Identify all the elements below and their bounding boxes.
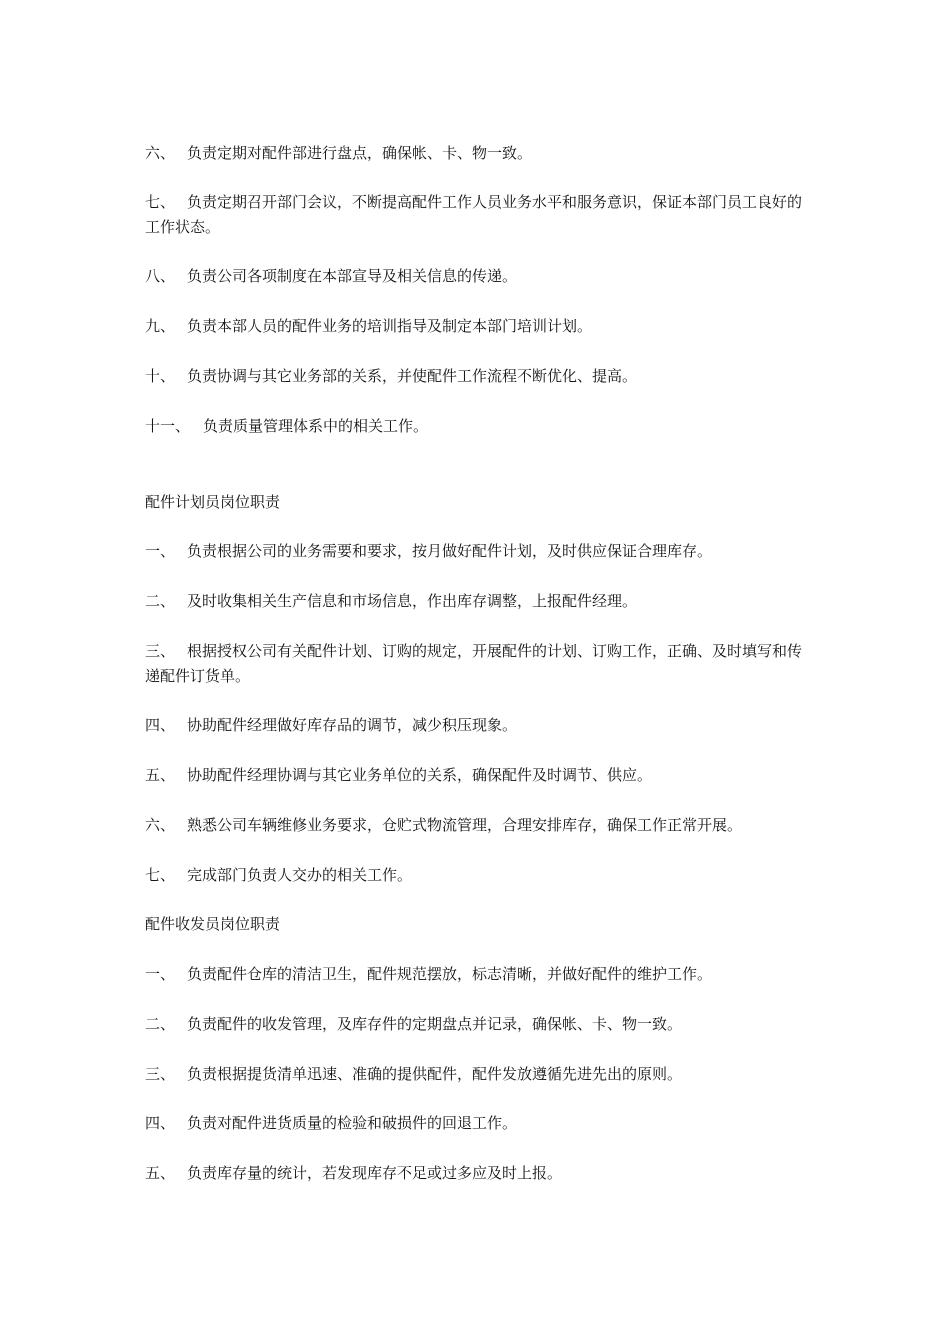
item-number: 七、 [145,193,176,211]
item-text: 负责公司各项制度在本部宣导及相关信息的传递。 [187,267,518,285]
list-item [145,589,810,614]
item-text: 负责质量管理体系中的相关工作。 [203,417,429,435]
item-number: 一、 [145,542,176,560]
item-text: 熟悉公司车辆维修业务要求，仓贮式物流管理，合理安排库存，确保工作正常开展。 [187,816,743,834]
item-text: 负责根据提货清单迅速、准确的提供配件，配件发放遵循先进先出的原则。 [187,1065,683,1083]
item-number: 七、 [145,866,176,884]
list-item [145,364,810,389]
item-text: 完成部门负责人交办的相关工作。 [187,866,413,884]
section-heading: 配件收发员岗位职责 [145,915,281,933]
item-number: 四、 [145,716,176,734]
list-item [145,763,810,788]
item-text: 负责定期对配件部进行盘点，确保帐、卡、物一致。 [187,144,533,162]
list-item [145,962,810,987]
item-number: 五、 [145,766,176,784]
item-text: 及时收集相关生产信息和市场信息，作出库存调整，上报配件经理。 [187,592,638,610]
item-text: 负责配件仓库的清洁卫生，配件规范摆放，标志清晰，并做好配件的维护工作。 [187,965,713,983]
item-text: 根据授权公司有关配件计划、订购的规定，开展配件的计划、订购工作，正确、及时填写和传递配件订货单。 [145,642,803,685]
item-number: 一、 [145,965,176,983]
item-text: 协助配件经理协调与其它业务单位的关系，确保配件及时调节、供应。 [187,766,653,784]
list-item [145,539,810,564]
list-item [145,1012,810,1037]
list-item [145,1062,810,1087]
item-text: 负责配件的收发管理，及库存件的定期盘点并记录，确保帐、卡、物一致。 [187,1015,683,1033]
item-text: 负责定期召开部门会议，不断提高配件工作人员业务水平和服务意识，保证本部门员工良好的工作状态。 [145,193,803,236]
item-text: 负责本部人员的配件业务的培训指导及制定本部门培训计划。 [187,317,593,335]
item-number: 四、 [145,1114,176,1132]
item-text: 协助配件经理做好库存品的调节，减少积压现象。 [187,716,518,734]
list-item [145,863,810,888]
list-item [145,813,810,838]
list-item [145,314,810,339]
item-number: 八、 [145,267,176,285]
item-number: 三、 [145,642,176,660]
list-item [145,141,810,166]
list-item [145,264,810,289]
item-text: 负责对配件进货质量的检验和破损件的回退工作。 [187,1114,518,1132]
list-item [145,190,810,240]
item-number: 九、 [145,317,176,335]
section-heading: 配件计划员岗位职责 [145,493,281,511]
item-text: 负责库存量的统计，若发现库存不足或过多应及时上报。 [187,1164,563,1182]
item-text: 负责根据公司的业务需要和要求，按月做好配件计划，及时供应保证合理库存。 [187,542,713,560]
list-item [145,414,810,439]
item-number: 六、 [145,144,176,162]
item-number: 十、 [145,367,176,385]
item-number: 十一、 [145,417,191,435]
item-number: 五、 [145,1164,176,1182]
item-number: 六、 [145,816,176,834]
list-item [145,713,810,738]
list-item [145,1111,810,1136]
item-number: 二、 [145,592,176,610]
item-number: 二、 [145,1015,176,1033]
item-number: 三、 [145,1065,176,1083]
list-item [145,639,810,689]
item-text: 负责协调与其它业务部的关系，并使配件工作流程不断优化、提高。 [187,367,638,385]
list-item [145,1161,810,1186]
